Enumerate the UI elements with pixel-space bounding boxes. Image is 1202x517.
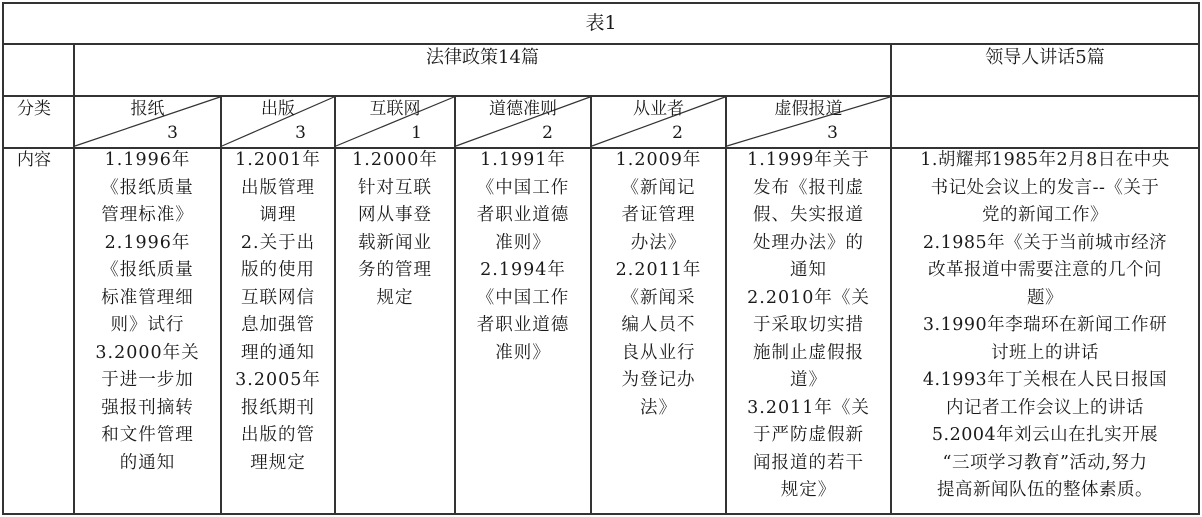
content-line: 1.2001年 — [235, 150, 321, 170]
content-line: 1.2009年 — [615, 150, 702, 170]
content-line: 法》 — [640, 397, 677, 418]
content-line: 《中国工作 — [476, 287, 570, 308]
content-line: 《新闻采 — [621, 287, 696, 308]
category-count: 3 — [827, 123, 838, 143]
category-count: 1 — [411, 123, 422, 143]
content-line: 载新闻业 — [358, 232, 432, 253]
content-line: 改革报道中需要注意的几个问 — [928, 260, 1162, 280]
row-label-content: 内容 — [17, 150, 51, 170]
content-line: 《报纸质量 — [101, 260, 194, 280]
content-line: 施制止虚假报 — [753, 342, 864, 363]
content-line: 1.1999年关于 — [747, 150, 870, 170]
content-line: 针对互联 — [358, 177, 432, 198]
content-line: 规定》 — [780, 480, 837, 500]
table-title: 表1 — [585, 12, 617, 34]
content-line: 理的通知 — [241, 342, 315, 363]
content-line: 则》试行 — [110, 315, 185, 335]
content-line: 报纸期刊 — [241, 397, 315, 418]
content-line: 《报纸质量 — [101, 177, 194, 198]
content-line: 办法》 — [630, 232, 687, 253]
category-count: 2 — [542, 123, 553, 143]
content-line: 管理标准》 — [101, 205, 194, 225]
content-hulianwang — [336, 147, 454, 312]
content-line: 5.2004年刘云山在扎实开展 — [931, 425, 1159, 445]
category-count: 3 — [167, 123, 178, 143]
content-line: 标准管理细 — [101, 287, 194, 308]
content-chuban — [222, 147, 334, 477]
content-line: 3.1990年李瑞环在新闻工作研 — [922, 315, 1168, 335]
content-line: 提高新闻队伍的整体素质。 — [937, 480, 1153, 500]
content-line: 出版的管 — [241, 425, 315, 445]
content-line: 《中国工作 — [476, 177, 570, 198]
content-line: 4.1993年丁关根在人民日报国 — [922, 370, 1168, 390]
content-line: 2.1996年 — [104, 232, 191, 253]
content-line: 2.关于出 — [240, 232, 316, 253]
content-line: 假、失实报道 — [753, 205, 864, 225]
content-line: 讨班上的讲话 — [991, 342, 1099, 363]
content-line: 版的使用 — [241, 260, 315, 280]
content-line: 规定 — [376, 287, 414, 308]
group-header-policy: 法律政策14篇 — [426, 47, 539, 68]
content-line: 闻报道的若干 — [753, 452, 864, 473]
content-line: 调理 — [259, 205, 297, 225]
row-label-category: 分类 — [17, 99, 51, 119]
content-line: 理规定 — [250, 452, 306, 473]
content-line: 题》 — [1027, 287, 1063, 308]
group-header-speech: 领导人讲话5篇 — [985, 47, 1105, 68]
content-line: 于严防虚假新 — [753, 425, 864, 445]
category-name: 出版 — [261, 99, 295, 119]
content-line: 网从事登 — [358, 205, 432, 225]
category-name: 虚假报道 — [774, 99, 843, 119]
content-line: 准则》 — [495, 232, 551, 253]
content-line: 于采取切实措 — [753, 315, 864, 335]
content-line: 2.1985年《关于当前城市经济 — [922, 232, 1168, 253]
content-line: 2.1994年 — [480, 260, 566, 280]
content-line: 者职业道德 — [476, 205, 570, 225]
content-line: 1.胡耀邦1985年2月8日在中央 — [920, 150, 1170, 170]
category-count: 2 — [672, 123, 683, 143]
content-line: 发布《报刊虚 — [753, 177, 864, 198]
content-congyezhe — [592, 147, 725, 422]
category-name: 互联网 — [369, 99, 421, 119]
content-line: 内记者工作会议上的讲话 — [946, 397, 1144, 418]
content-line: 者证管理 — [621, 205, 696, 225]
content-line: 强报刊摘转 — [101, 397, 194, 418]
content-line: 的通知 — [119, 452, 176, 473]
content-line: 出版管理 — [241, 177, 315, 198]
content-line: 《新闻记 — [621, 177, 696, 198]
content-line: 编人员不 — [621, 315, 696, 335]
category-name: 道德准则 — [489, 99, 557, 119]
category-name: 从业者 — [633, 99, 684, 119]
content-line: 2.2010年《关 — [747, 287, 870, 308]
content-line: 准则》 — [495, 342, 551, 363]
category-count: 3 — [295, 123, 306, 143]
content-baozhi — [75, 147, 220, 477]
content-speeches — [892, 147, 1198, 505]
content-line: 务的管理 — [358, 260, 432, 280]
content-line: 2.2011年 — [615, 260, 702, 280]
content-line: “三项学习教育”活动,努力 — [942, 452, 1148, 473]
content-line: 通知 — [790, 260, 827, 280]
content-xujia — [727, 147, 890, 505]
content-line: 3.2005年 — [235, 370, 321, 390]
content-line: 3.2000年关 — [95, 342, 200, 363]
content-line: 书记处会议上的发言--《关于 — [930, 177, 1160, 198]
content-line: 为登记办 — [621, 370, 696, 390]
content-line: 者职业道德 — [476, 315, 570, 335]
category-name: 报纸 — [130, 99, 165, 119]
content-line: 互联网信 — [241, 287, 315, 308]
content-daode — [456, 147, 590, 367]
content-line: 处理办法》的 — [753, 232, 864, 253]
content-line: 于进一步加 — [101, 370, 194, 390]
content-line: 3.2011年《关 — [747, 397, 870, 418]
content-line: 1.2000年 — [352, 150, 438, 170]
content-line: 息加强管 — [241, 315, 315, 335]
content-line: 道》 — [790, 370, 827, 390]
content-line: 良从业行 — [621, 342, 696, 363]
content-line: 1.1996年 — [104, 150, 191, 170]
content-line: 1.1991年 — [480, 150, 566, 170]
content-line: 和文件管理 — [101, 425, 194, 445]
content-line: 党的新闻工作》 — [982, 205, 1108, 225]
